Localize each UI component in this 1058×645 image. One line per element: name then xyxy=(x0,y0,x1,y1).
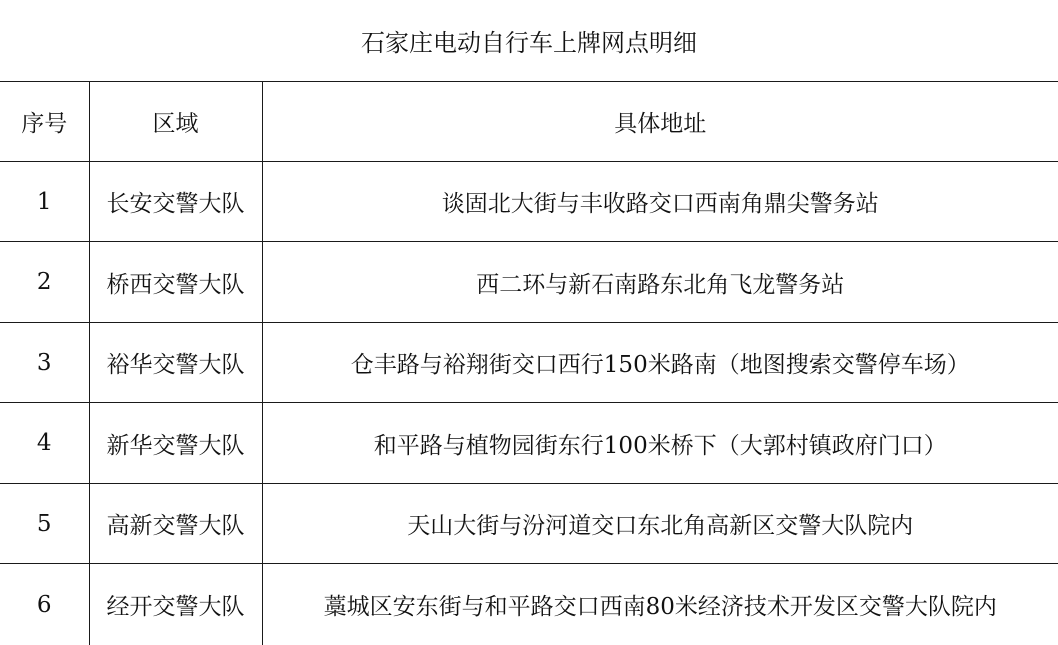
row-index: 5 xyxy=(0,483,89,563)
table-row xyxy=(0,564,1058,645)
row-address: 藁城区安东街与和平路交口西南80米经济技术开发区交警大队院内 xyxy=(262,564,1058,645)
table-row xyxy=(0,161,1058,241)
table-row xyxy=(0,242,1058,322)
row-index: 4 xyxy=(0,403,89,483)
row-index: 2 xyxy=(0,242,89,322)
row-address: 仓丰路与裕翔街交口西行150米路南（地图搜索交警停车场） xyxy=(262,322,1058,402)
table-row xyxy=(0,322,1058,402)
row-index: 6 xyxy=(0,564,89,645)
row-index: 3 xyxy=(0,322,89,402)
table-row xyxy=(0,483,1058,563)
title-row xyxy=(0,0,1058,81)
row-area: 高新交警大队 xyxy=(89,483,262,563)
row-address: 天山大街与汾河道交口东北角高新区交警大队院内 xyxy=(262,483,1058,563)
row-area: 新华交警大队 xyxy=(89,403,262,483)
column-header-index: 序号 xyxy=(0,81,89,161)
column-header-area: 区域 xyxy=(89,81,262,161)
header-row xyxy=(0,81,1058,161)
table-title: 石家庄电动自行车上牌网点明细 xyxy=(0,0,1058,81)
table-row xyxy=(0,403,1058,483)
column-header-address: 具体地址 xyxy=(262,81,1058,161)
row-index: 1 xyxy=(0,161,89,241)
row-address: 谈固北大街与丰收路交口西南角鼎尖警务站 xyxy=(262,161,1058,241)
row-area: 裕华交警大队 xyxy=(89,322,262,402)
row-area: 经开交警大队 xyxy=(89,564,262,645)
row-area: 桥西交警大队 xyxy=(89,242,262,322)
row-address: 和平路与植物园街东行100米桥下（大郭村镇政府门口） xyxy=(262,403,1058,483)
row-area: 长安交警大队 xyxy=(89,161,262,241)
row-address: 西二环与新石南路东北角飞龙警务站 xyxy=(262,242,1058,322)
